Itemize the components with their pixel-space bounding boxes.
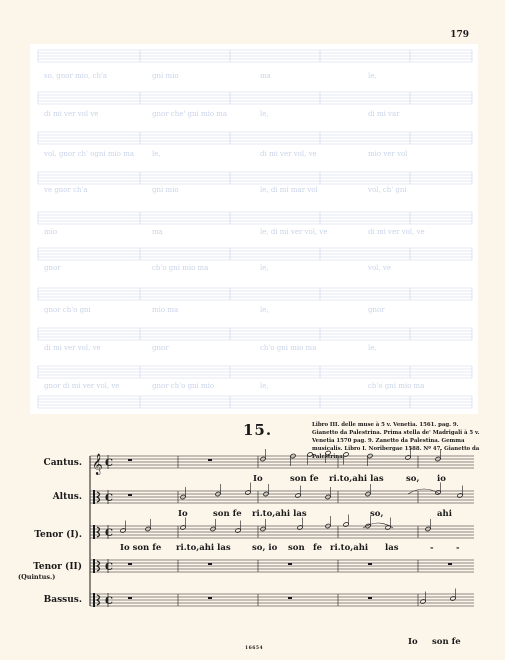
lyric-tenor1-1: Io son fe	[120, 543, 162, 553]
lyric-tenor1-9: -	[456, 543, 460, 553]
faded-lyric: mio	[44, 228, 58, 236]
voice-label-tenor2: Tenor (II)	[33, 562, 82, 572]
page-number: 179	[450, 30, 469, 40]
lyric-cantus-3: ri.to,ahi las	[329, 474, 384, 484]
faded-lyric: mio ver vol	[368, 150, 408, 158]
c-clef-bar	[93, 559, 95, 573]
faded-lyric: gnor ch'o gni	[44, 306, 91, 314]
voice-label-tenor1: Tenor (I).	[34, 530, 82, 540]
faded-lyric: so, gnor mio, ch'a	[44, 72, 108, 80]
c-clef-bar	[93, 490, 95, 504]
faded-lyric: ch'o gni mio ma	[260, 344, 317, 352]
clefs	[92, 454, 113, 607]
faded-lyric: ma	[260, 72, 271, 80]
faded-lyric: gnor	[152, 344, 169, 352]
lyric-altus-4: so,	[370, 509, 384, 519]
faded-lyric: gnor di mi ver vol, ve	[44, 382, 120, 390]
faded-lyric: di mi ver vol, ve	[44, 344, 101, 352]
whole-rest	[128, 597, 132, 599]
faded-lyric: di mi var	[368, 110, 400, 118]
lyric-cantus-1: Io	[253, 474, 263, 484]
faded-lyric: di mi ver vol ve	[44, 110, 99, 118]
lyric-altus-3: ri.to,ahi las	[252, 509, 307, 519]
faded-lyric: vol, gnor ch' ogni mio ma	[44, 150, 135, 158]
lyric-altus-2: son fe	[213, 509, 242, 519]
whole-rest	[208, 563, 212, 565]
c-clef-bar	[93, 593, 95, 607]
faded-lyric: di mi ver vol, ve	[368, 228, 425, 236]
whole-rest	[448, 563, 452, 565]
lyric-tenor1-7: las	[385, 543, 399, 553]
faded-lyric: le,	[260, 110, 269, 118]
c-clef-bar	[93, 525, 95, 539]
treble-clef: 𝄞	[92, 454, 103, 475]
footer-plate-number: 16654	[245, 646, 264, 651]
whole-rest	[368, 563, 372, 565]
faded-lyric: ch'o gni mio ma	[152, 264, 209, 272]
whole-rest	[288, 597, 292, 599]
faded-lyric: mio ma	[152, 306, 179, 314]
faded-lyric: ve gnor ch'a	[44, 186, 88, 194]
lyric-tenor1-2: ri.to,ahi las	[176, 543, 231, 553]
voice-label-altus: Altus.	[52, 492, 82, 502]
lyric-tenor1-5: fe	[313, 543, 323, 553]
lyric-tenor1-6: ri.to,ahi	[330, 543, 369, 553]
source-note: Libro III. delle muse à 5 v. Venetia. 1561. pag. 9. Gianetto da Palestrina. Prima stella de' Madrigali à 5 v. Venetia 1570 pag. 9. Zanetto da Palestina. Gemma musicalis. Libro I. Noribergae 1588. Nº 47. Gianetto da Palestrina.	[312, 422, 480, 460]
faded-lyric: le, di mi mar vol	[260, 186, 318, 194]
voice-sublabel-quintus: (Quintus.)	[18, 573, 56, 581]
faded-lyric: ch'o gni mio ma	[368, 382, 425, 390]
voice-label-cantus: Cantus.	[43, 458, 82, 468]
faded-lyric: le, di mi ver vol, ve	[260, 228, 328, 236]
whole-rest	[128, 494, 132, 496]
faded-lyric: le,	[368, 72, 377, 80]
lyric-tenor1-8: -	[430, 543, 434, 553]
lyric-altus-5: ahi	[437, 509, 452, 519]
whole-rest	[368, 597, 372, 599]
faded-previous-systems	[30, 44, 478, 414]
lyric-altus-1: Io	[178, 509, 188, 519]
faded-lyric: le,	[260, 306, 269, 314]
faded-lyric: gnor	[368, 306, 385, 314]
faded-lyric: gni mio	[152, 186, 179, 194]
faded-lyric: vol, ve	[368, 264, 391, 272]
faded-lyric: vol, ch' gni	[368, 186, 407, 194]
faded-lyric: le,	[368, 344, 377, 352]
lyric-cantus-2: son fe	[290, 474, 319, 484]
whole-rest	[208, 597, 212, 599]
time-signature: C	[105, 493, 113, 504]
faded-lyric: gni mio	[152, 72, 179, 80]
faded-lyric: di mi ver vol, ve	[260, 150, 317, 158]
faded-lyric: le,	[152, 150, 161, 158]
tie	[363, 523, 393, 528]
faded-lyric: ma	[152, 228, 163, 236]
time-signature: C	[105, 562, 113, 573]
lyric-bassus-2: son fe	[432, 637, 461, 647]
whole-rest	[128, 563, 132, 565]
lyric-cantus-5: io	[437, 474, 446, 484]
time-signature: C	[105, 596, 113, 607]
whole-rest	[288, 563, 292, 565]
time-signature: C	[105, 458, 113, 469]
lyric-cantus-4: so,	[406, 474, 420, 484]
faded-lyric: gnor ch'o gni mio	[152, 382, 215, 390]
faded-lyric: le,	[260, 264, 269, 272]
faded-lyric: le,	[260, 382, 269, 390]
lyric-tenor1-3: so, io	[252, 543, 278, 553]
time-signature: C	[105, 528, 113, 539]
voice-label-bassus: Bassus.	[43, 595, 82, 605]
lyric-tenor1-4: son	[288, 543, 305, 553]
faded-staves-graphic	[30, 44, 478, 414]
lyric-bassus-1: Io	[408, 637, 418, 647]
piece-number: 15.	[243, 421, 273, 439]
whole-rest	[208, 459, 212, 461]
whole-rest	[128, 459, 132, 461]
faded-lyric: gnor che' gni mio ma	[152, 110, 228, 118]
faded-lyric: gnor	[44, 264, 61, 272]
